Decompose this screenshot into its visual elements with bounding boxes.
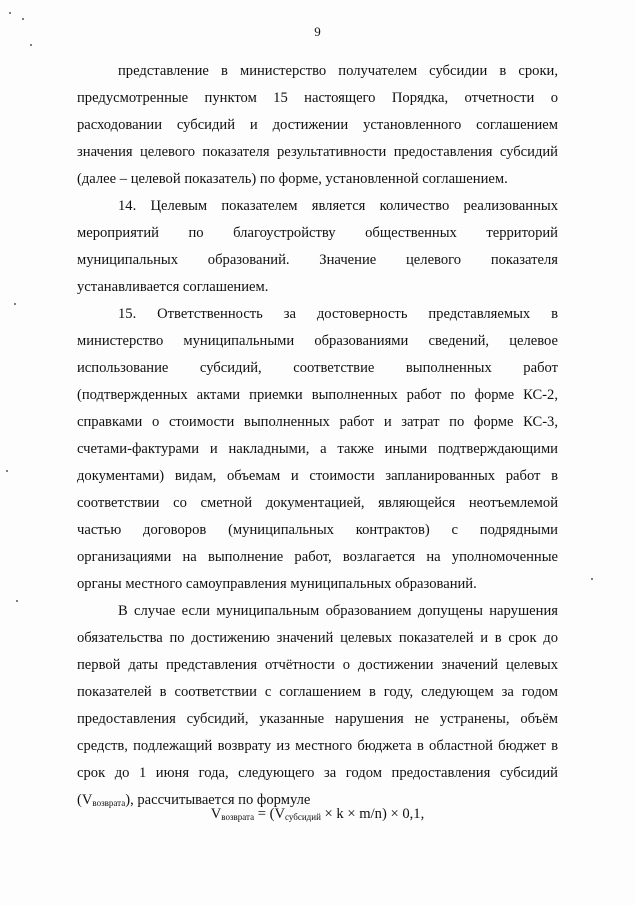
text-line: (далее – целевой показатель) по форме, установленной соглашением. — [77, 171, 508, 187]
text-line: показателей в соответствии с соглашением в году, следующем за годом — [77, 684, 558, 700]
text-line: первой даты представления отчётности о достижении значений целевых — [77, 657, 558, 673]
text-line: министерство муниципальными образованиями сведений, целевое — [77, 333, 558, 349]
text-line: устанавливается соглашением. — [77, 279, 269, 295]
text-line: использование субсидий, соответствие выполненных работ — [77, 360, 558, 376]
text-line: предоставления субсидий, указанные нарушения не устранены, объём — [77, 711, 558, 727]
text-line: средств, подлежащий возврату из местного бюджета в областной бюджет в — [77, 738, 558, 754]
text-line: органы местного самоуправления муниципальных образований. — [77, 576, 477, 592]
formula-middle: = (V — [254, 806, 286, 822]
scan-speck — [14, 303, 16, 305]
page-number: 9 — [314, 24, 321, 39]
text-line: $(V_{возврата})$, рассчитывается по формуле — [77, 792, 311, 808]
text-line: В случае если муниципальным образованием допущены нарушения — [118, 603, 558, 619]
text-line: 14. Целевым показателем является количество реализованных — [118, 198, 558, 214]
text-line: предусмотренные пунктом 15 настоящего Порядка, отчетности о — [77, 90, 558, 106]
scan-speck — [591, 578, 593, 580]
text-line: значения целевого показателя результативности предоставления субсидий — [77, 144, 558, 160]
formula-tail: × k × m/n) × 0,1, — [320, 806, 425, 822]
text-line: документами) видам, объемам и стоимости запланированных работ в — [77, 468, 558, 484]
formula-subsidy-subscript: субсидий — [285, 812, 321, 822]
scan-speck — [16, 600, 18, 602]
text-line: расходовании субсидий и достижении установленного соглашением — [77, 117, 558, 133]
scan-speck — [30, 44, 32, 46]
scan-speck — [22, 18, 24, 20]
text-line: 15. Ответственность за достоверность представляемых в — [118, 306, 558, 322]
text-line: справками о стоимости выполненных работ и затрат по форме КС-3, — [77, 414, 558, 430]
formula-v-subscript: возврата — [221, 812, 255, 822]
text-line: муниципальных образований. Значение целевого показателя — [77, 252, 558, 268]
text-line: (подтвержденных актами приемки выполненных работ по форме КС-2, — [77, 387, 558, 403]
text-line: обязательства по достижению значений целевых показателей и в срок до — [77, 630, 558, 646]
text-line: соответствии со сметной документацией, являющейся неотъемлемой — [77, 495, 558, 511]
formula-v: V — [210, 806, 222, 822]
text-line: счетами-фактурами и накладными, а также иными подтверждающими — [77, 441, 558, 457]
scan-speck — [6, 470, 8, 472]
text-line: срок до 1 июня года, следующего за годом предоставления субсидий — [77, 765, 558, 781]
text-line: организациями на выполнение работ, возлагается на уполномоченные — [77, 549, 558, 565]
formula — [0, 804, 635, 827]
scan-speck — [9, 12, 11, 14]
text-line: представление в министерство получателем субсидии в сроки, — [118, 63, 558, 79]
text-line: частью договоров (муниципальных контрактов) с подрядными — [77, 522, 558, 538]
text-line: мероприятий по благоустройству общественных территорий — [77, 225, 558, 241]
